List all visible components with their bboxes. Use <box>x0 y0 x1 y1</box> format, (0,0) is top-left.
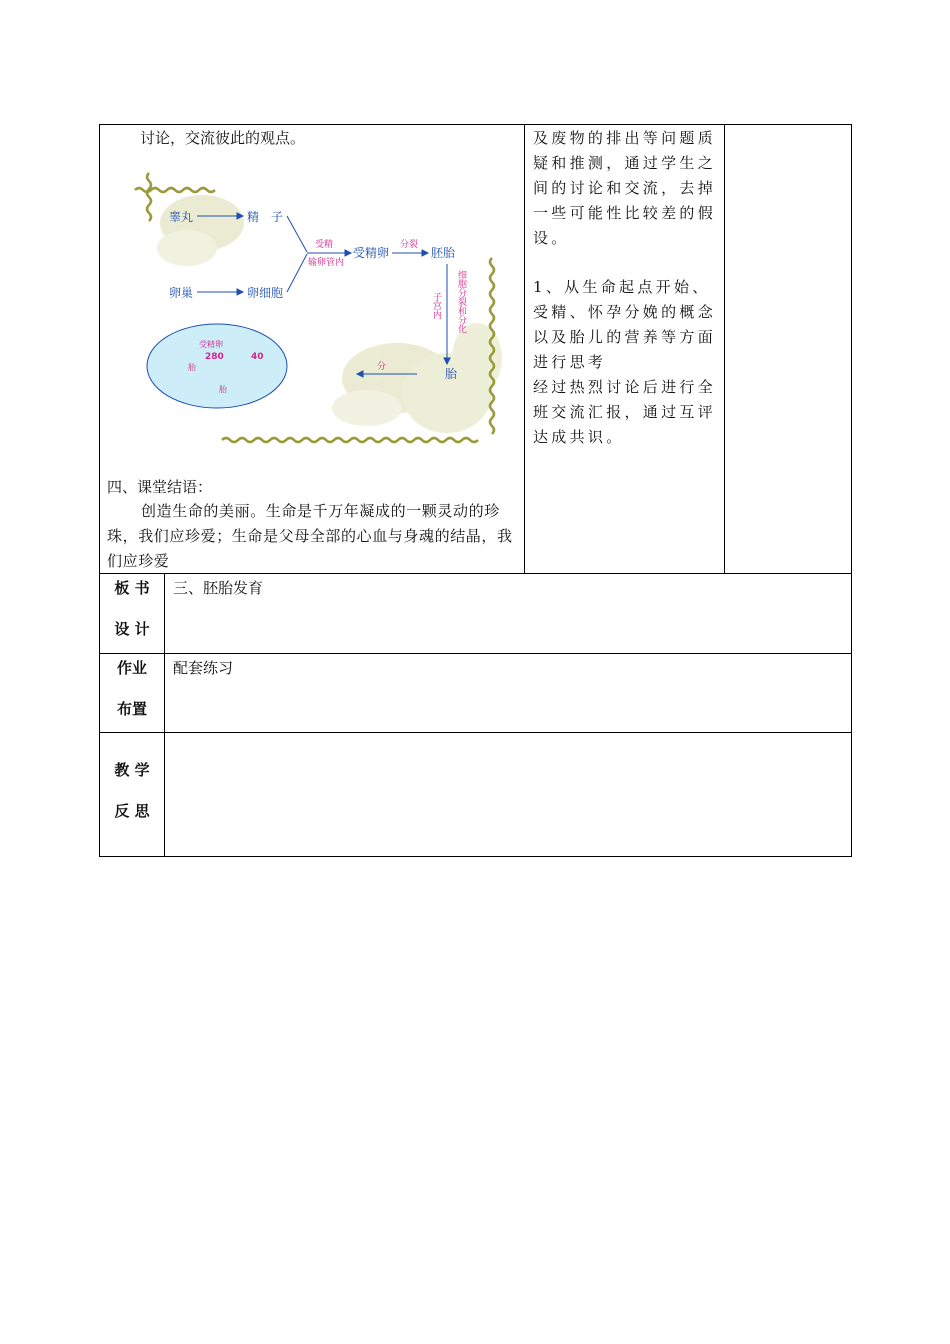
oval-40: 40 <box>251 352 264 362</box>
board-label-line1: 板 书 <box>114 579 150 597</box>
process-delivery: 分 <box>377 362 387 372</box>
row-divider-homework <box>99 653 852 654</box>
table-left-border <box>99 124 100 857</box>
discussion-line: 讨论，交流彼此的观点。 <box>140 129 306 147</box>
summary-title: 四、课堂结语： <box>107 478 213 496</box>
teaching-intent-column <box>533 126 718 450</box>
node-ovary: 卵巢 <box>169 286 194 300</box>
process-oviduct: 输卵管内 <box>308 258 345 268</box>
node-sperm: 精 子 <box>247 210 284 224</box>
node-embryo: 胚胎 <box>431 246 456 260</box>
node-zygote: 受精卵 <box>353 246 390 260</box>
summary-body: 创造生命的美丽。生命是千万年凝成的一颗灵动的珍珠，我们应珍爱；生命是父母全部的心血与身魂的结晶，我们应珍爱 <box>107 502 513 570</box>
table-top-border <box>99 124 852 125</box>
process-cell-division: 细胞分裂和分化 <box>456 270 466 333</box>
reflection-label-line1: 教 学 <box>114 761 150 779</box>
board-label-line2: 设 计 <box>114 620 150 638</box>
node-testis: 睾丸 <box>169 210 194 224</box>
oval-280: 280 <box>205 352 224 362</box>
timeline-oval <box>147 324 287 408</box>
board-content: 三、胚胎发育 <box>173 579 264 597</box>
embryo-development-diagram <box>127 168 507 450</box>
oval-zygote: 受精卵 <box>199 340 223 349</box>
homework-label-line1: 作业 <box>116 659 147 677</box>
reflection-label-line2: 反 思 <box>114 802 150 820</box>
homework-content: 配套练习 <box>173 659 234 677</box>
process-in-uterus: 子宫内 <box>431 292 441 319</box>
table-right-border <box>851 124 852 857</box>
row-divider-reflection <box>99 732 852 733</box>
homework-label-line2: 布置 <box>116 700 147 718</box>
node-fetus: 胎 <box>445 367 458 381</box>
label-column-divider <box>164 573 165 857</box>
table-bottom-border <box>99 856 852 857</box>
process-division: 分裂 <box>400 240 419 250</box>
column-divider-2 <box>724 124 725 574</box>
intent-paragraph-2: 1、从生命起点开始、受精、怀孕分娩的概念以及胎儿的营养等方面进行思考 <box>533 278 717 371</box>
intent-paragraph-3: 经过热烈讨论后进行全班交流汇报，通过互评达成共识。 <box>533 378 717 446</box>
intent-paragraph-1: 及废物的排出等问题质疑和推测，通过学生之间的讨论和交流，去掉一些可能性比较差的假设。 <box>533 129 717 247</box>
column-divider-1 <box>524 124 525 574</box>
process-fertilization: 受精 <box>315 240 334 250</box>
oval-fetus-left: 胎 <box>188 363 196 372</box>
oval-fetus-bottom: 胎 <box>219 385 227 394</box>
node-egg: 卵细胞 <box>247 286 284 300</box>
